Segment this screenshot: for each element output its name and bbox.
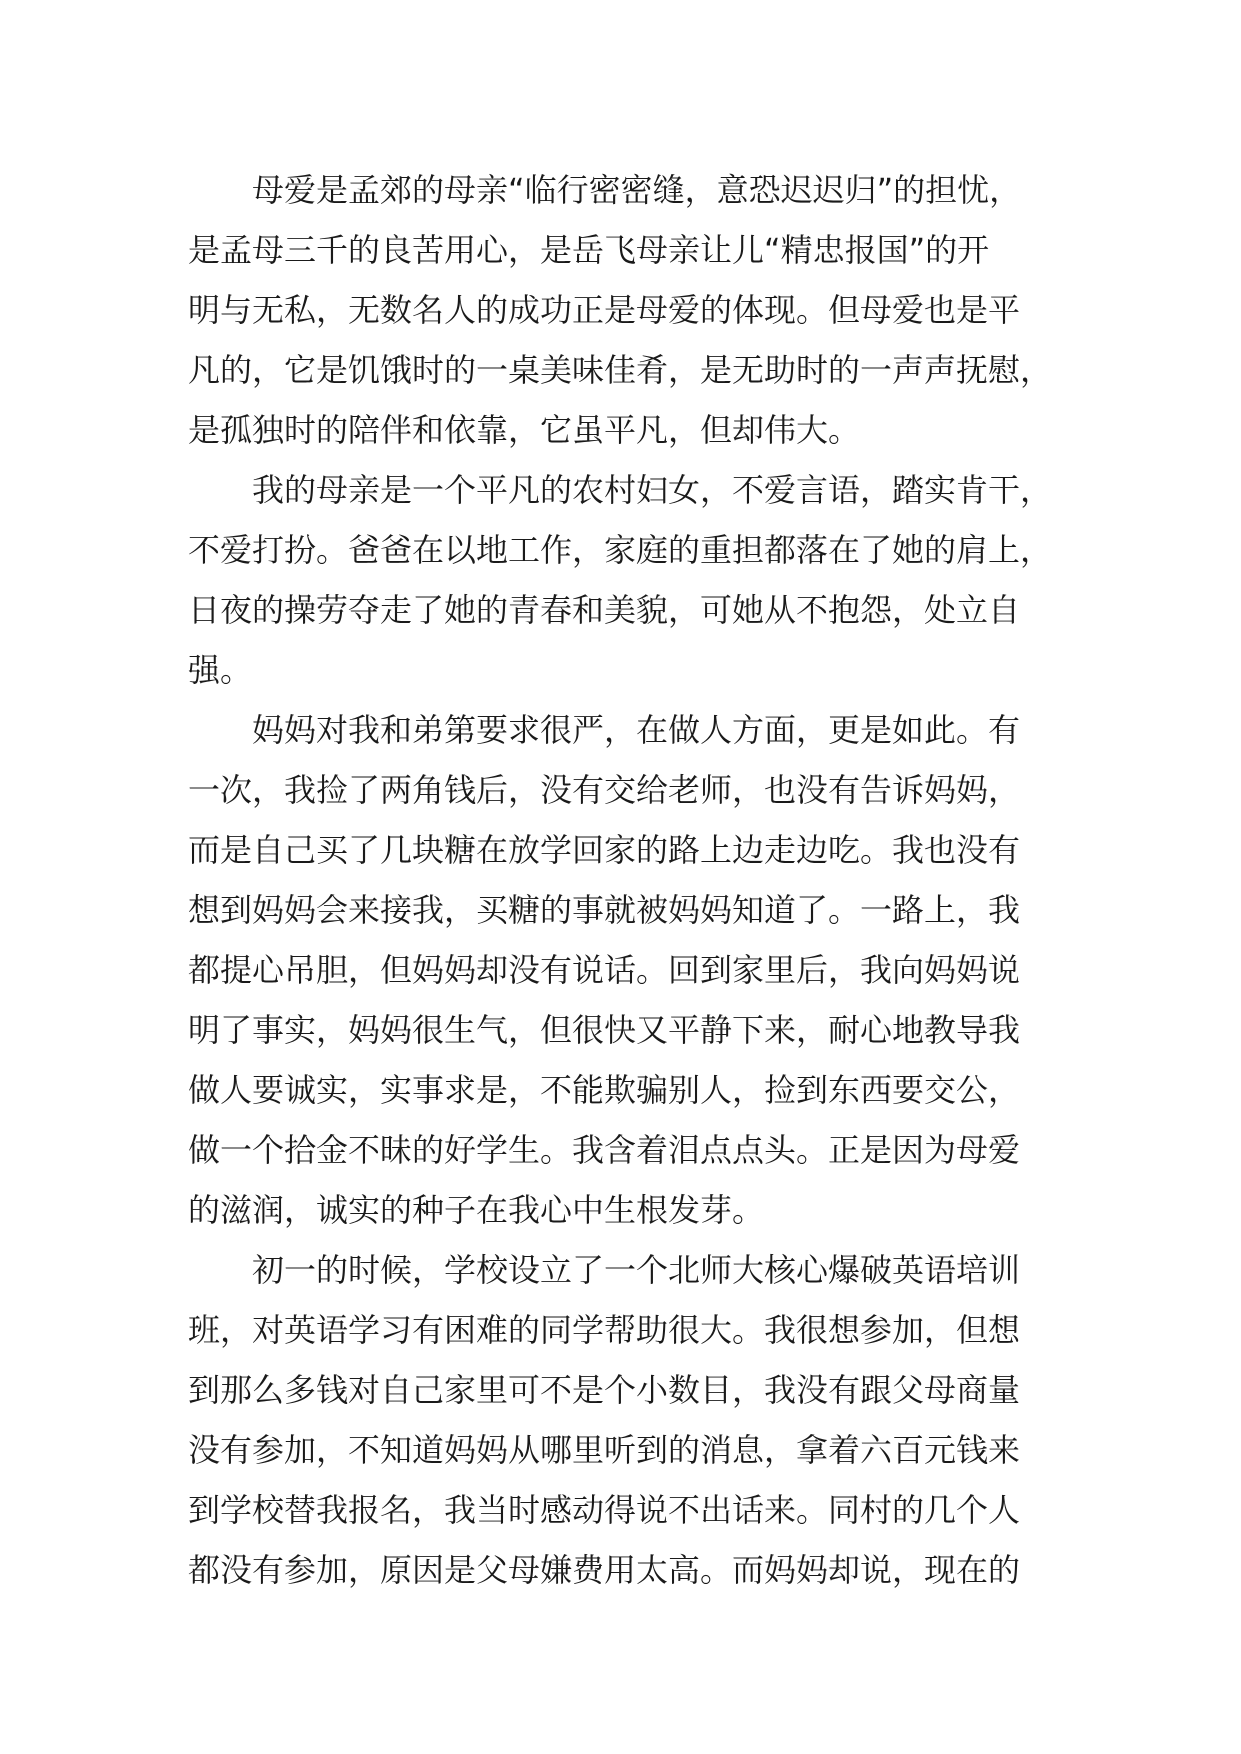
text-line: 做一个拾金不昧的好学生。我含着泪点点头。正是因为母爱	[188, 1131, 1021, 1169]
text-line: 的滋润，诚实的种子在我心中生根发芽。	[188, 1191, 765, 1229]
text-line: 母爱是孟郊的母亲“临行密密缝，意恐迟迟归”的担忧，	[252, 171, 1022, 209]
text-line: 到那么多钱对自己家里可不是个小数目，我没有跟父母商量	[188, 1371, 1021, 1409]
text-line: 没有参加，不知道妈妈从哪里听到的消息，拿着六百元钱来	[188, 1431, 1021, 1469]
text-line: 做人要诚实，实事求是，不能欺骗别人，捡到东西要交公，	[188, 1071, 1021, 1109]
paragraph-3	[188, 700, 1064, 1240]
text-line: 不爱打扮。爸爸在以地工作，家庭的重担都落在了她的肩上，	[188, 531, 1053, 569]
text-line: 初一的时候，学校设立了一个北师大核心爆破英语培训	[252, 1251, 1021, 1289]
text-line: 明了事实，妈妈很生气，但很快又平静下来，耐心地教导我	[188, 1011, 1021, 1049]
text-line: 到学校替我报名，我当时感动得说不出话来。同村的几个人	[188, 1491, 1021, 1529]
text-line: 是孟母三千的良苦用心，是岳飞母亲让儿“精忠报国”的开	[188, 231, 990, 269]
text-line: 强。	[188, 651, 253, 689]
text-line: 班，对英语学习有困难的同学帮助很大。我很想参加，但想	[188, 1311, 1021, 1349]
paragraph-1	[188, 160, 1064, 460]
text-line: 一次，我捡了两角钱后，没有交给老师，也没有告诉妈妈，	[188, 771, 1021, 809]
text-line: 明与无私，无数名人的成功正是母爱的体现。但母爱也是平	[188, 291, 1021, 329]
text-line: 妈妈对我和弟第要求很严，在做人方面，更是如此。有	[252, 711, 1021, 749]
paragraph-2	[188, 460, 1064, 700]
text-line: 都没有参加，原因是父母嫌费用太高。而妈妈却说，现在的	[188, 1551, 1021, 1589]
paragraph-4	[188, 1240, 1064, 1600]
text-line: 想到妈妈会来接我，买糖的事就被妈妈知道了。一路上，我	[188, 891, 1021, 929]
text-line: 凡的，它是饥饿时的一桌美味佳肴，是无助时的一声声抚慰，	[188, 351, 1053, 389]
text-line: 我的母亲是一个平凡的农村妇女，不爱言语，踏实肯干，	[252, 471, 1053, 509]
text-line: 而是自己买了几块糖在放学回家的路上边走边吃。我也没有	[188, 831, 1021, 869]
document-body	[188, 160, 1064, 1600]
text-line: 是孤独时的陪伴和依靠，它虽平凡，但却伟大。	[188, 411, 861, 449]
text-line: 日夜的操劳夺走了她的青春和美貌，可她从不抱怨，处立自	[188, 591, 1021, 629]
text-line: 都提心吊胆，但妈妈却没有说话。回到家里后，我向妈妈说	[188, 951, 1021, 989]
